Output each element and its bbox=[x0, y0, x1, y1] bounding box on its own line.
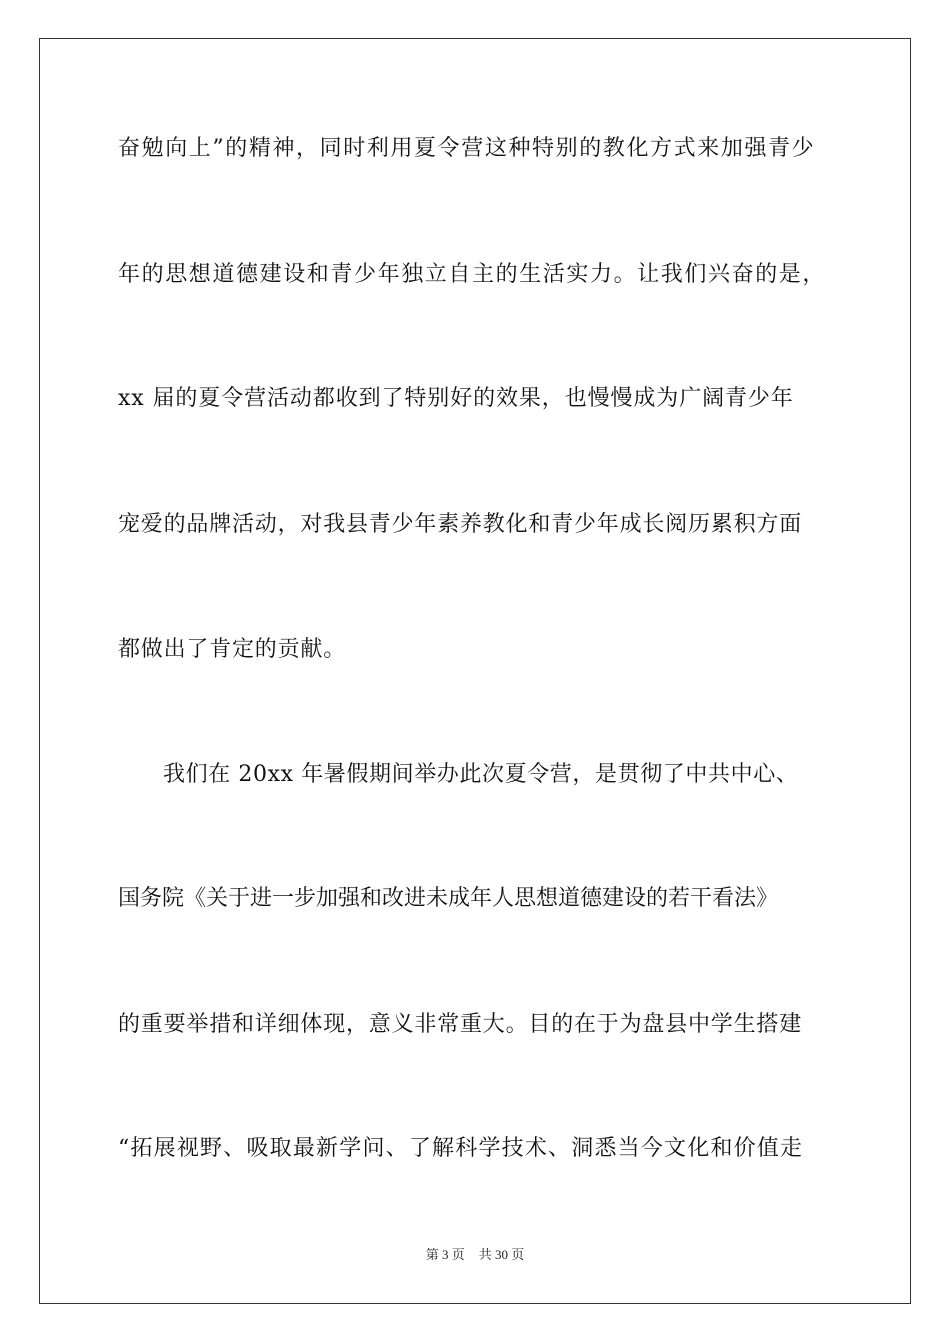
paragraph-line: 年的思想道德建设和青少年独立自主的生活实力。让我们兴奋的是， bbox=[118, 262, 827, 287]
paragraph-line: 奋勉向上”的精神，同时利用夏令营这种特别的教化方式来加强青少 bbox=[118, 136, 816, 161]
page-number-total: 共 30 页 bbox=[478, 1247, 525, 1262]
paragraph-line: xx 届的夏令营活动都收到了特别好的效果，也慢慢成为广阔青少年 bbox=[118, 386, 794, 411]
paragraph-line: 国务院《关于进一步加强和改进未成年人思想道德建设的若干看法》 bbox=[118, 886, 779, 911]
paragraph-line: 我们在 20xx 年暑假期间举办此次夏令营，是贯彻了中共中心、 bbox=[163, 762, 799, 787]
page-border bbox=[39, 38, 911, 1304]
paragraph-line: 的重要举措和详细体现，意义非常重大。目的在于为盘县中学生搭建 bbox=[118, 1012, 803, 1037]
page-number-current: 第 3 页 bbox=[425, 1247, 465, 1262]
paragraph-line: “拓展视野、吸取最新学问、了解科学技术、洞悉当今文化和价值走 bbox=[118, 1136, 804, 1161]
page-footer bbox=[0, 1247, 950, 1263]
paragraph-line: 都做出了肯定的贡献。 bbox=[118, 637, 347, 662]
paragraph-line: 宠爱的品牌活动，对我县青少年素养教化和青少年成长阅历累积方面 bbox=[118, 512, 803, 537]
